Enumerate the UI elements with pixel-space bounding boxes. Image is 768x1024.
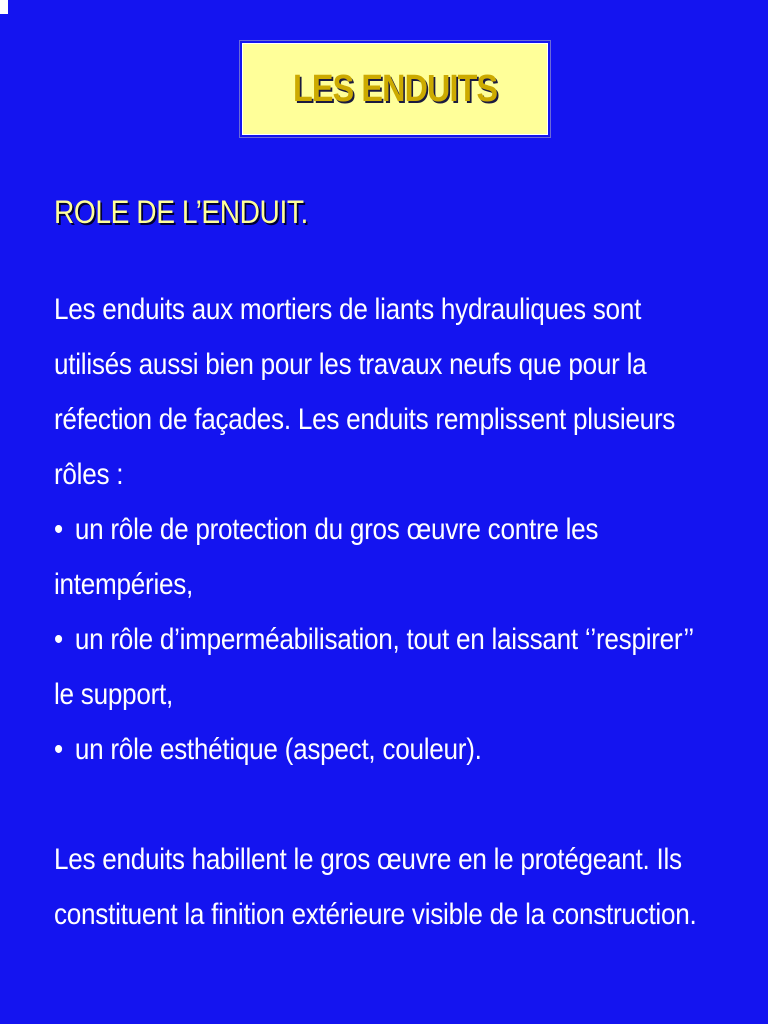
bullet-continuation: intempéries,	[54, 568, 194, 601]
slide-title: LES ENDUITS	[292, 67, 498, 110]
paragraph-line: Les enduits habillent le gros œuvre en le protégeant. Ils	[54, 843, 682, 876]
bullet-continuation: le support,	[54, 678, 174, 711]
paragraph-line: réfection de façades. Les enduits remplissent plusieurs	[54, 403, 676, 436]
bullet-icon: •	[54, 623, 63, 656]
bullet-icon: •	[54, 733, 63, 766]
bullet-item	[54, 722, 698, 777]
bullet-text: un rôle d’imperméabilisation, tout en laissant ‘’respirer’’	[74, 623, 694, 656]
bullet-text: un rôle esthétique (aspect, couleur).	[74, 733, 482, 766]
section-heading: ROLE DE L’ENDUIT.	[54, 194, 308, 230]
paragraph-line: constituent la finition extérieure visible de la construction.	[54, 898, 697, 931]
spacer	[54, 777, 698, 832]
paragraph-line: rôles :	[54, 458, 124, 491]
corner-mark	[0, 0, 8, 14]
paragraph-line: Les enduits aux mortiers de liants hydrauliques sont	[54, 293, 642, 326]
paragraph-line: utilisés aussi bien pour les travaux neufs que pour la	[54, 348, 647, 381]
bullet-item	[54, 502, 698, 557]
bullet-text: un rôle de protection du gros œuvre contre les	[74, 513, 599, 546]
bullet-icon: •	[54, 513, 63, 546]
slide-body	[54, 282, 698, 942]
bullet-item	[54, 612, 698, 667]
title-box	[242, 43, 548, 135]
